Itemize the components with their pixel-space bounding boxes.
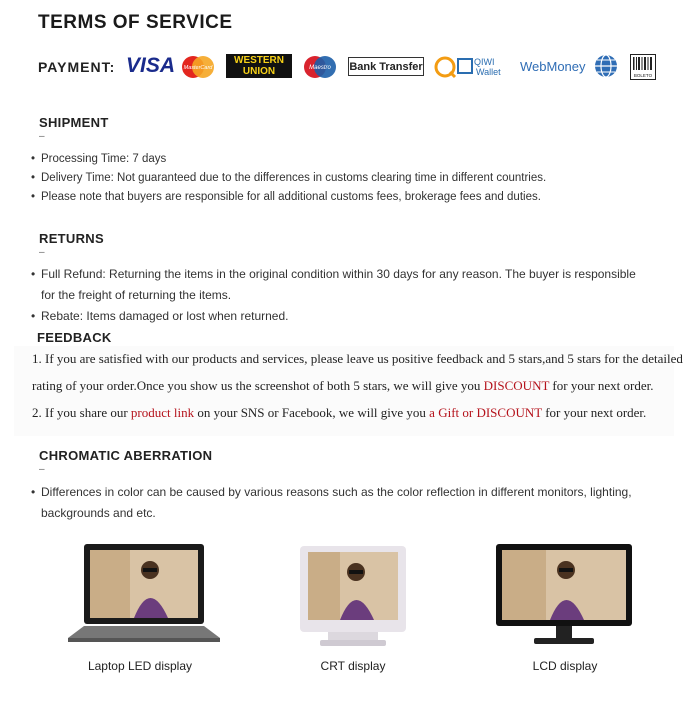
list-item: • Please note that buyers are responsible for all additional customs fees, brokerage fees and duties. (31, 191, 541, 203)
list-item: • Delivery Time: Not guaranteed due to the differences in customs clearing time in different countries. (31, 172, 547, 184)
mastercard-label: MasterCard (183, 65, 213, 71)
chromatic-dash: – (39, 464, 45, 475)
lcd-image (494, 542, 634, 648)
boleto-label: BOLETO (633, 73, 653, 78)
qiwi-wallet-logo (434, 54, 514, 80)
feedback-line-2: rating of your order.Once you show us the screenshot of both 5 stars, we will give you DISCOUNT for your next order. (32, 378, 654, 393)
list-item: • Processing Time: 7 days (31, 153, 167, 165)
shipment-dash: – (39, 131, 45, 142)
western-union-line2: UNION (242, 66, 276, 77)
chromatic-text (31, 482, 632, 524)
webmoney-globe-icon (594, 54, 618, 78)
wallet-label: Wallet (476, 67, 501, 77)
shipment-heading: SHIPMENT (39, 115, 109, 130)
display-caption-crt: CRT display (320, 659, 386, 673)
returns-list (31, 264, 636, 327)
maestro-logo (302, 55, 338, 79)
crt-image (298, 544, 408, 648)
western-union-logo (226, 54, 292, 78)
webmoney-logo: WebMoney (520, 59, 586, 74)
page-title: TERMS OF SERVICE (38, 12, 233, 33)
list-item: backgrounds and etc. (41, 506, 156, 520)
visa-logo: VISA (126, 54, 176, 77)
payment-label: PAYMENT: (38, 59, 116, 75)
returns-heading: RETURNS (39, 231, 104, 246)
boleto-barcode-icon (630, 54, 656, 80)
feedback-line-3: 2. If you share our product link on your SNS or Facebook, we will give you a Gift or DISCOUNT for your next order. (32, 405, 647, 420)
display-caption-lcd: LCD display (532, 659, 598, 673)
western-union-line1: WESTERN (234, 55, 284, 66)
mastercard-logo (180, 55, 216, 79)
chromatic-heading: CHROMATIC ABERRATION (39, 448, 213, 463)
feedback-heading: FEEDBACK (37, 330, 112, 345)
discount-text: DISCOUNT (483, 378, 550, 393)
list-item: • Differences in color can be caused by various reasons such as the color reflection in different monitors, lighting, (31, 485, 632, 499)
bank-transfer-logo: Bank Transfer (348, 57, 424, 76)
shipment-list (31, 150, 546, 207)
maestro-label: Maestro (309, 65, 331, 71)
qiwi-label: QIWI (474, 57, 495, 67)
gift-discount-text: a Gift or DISCOUNT (429, 405, 542, 420)
list-item: • Rebate: Items damaged or lost when returned. (31, 309, 289, 323)
laptop-led-image (64, 542, 224, 646)
list-item: • Full Refund: Returning the items in the original condition within 30 days for any reason. The buyer is responsible (31, 267, 636, 281)
product-link-text: product link (130, 405, 195, 420)
display-caption-laptop: Laptop LED display (87, 659, 193, 673)
list-item: for the freight of returning the items. (41, 288, 232, 302)
feedback-line-1: 1. If you are satisfied with our products and services, please leave us positive feedback and 5 stars,and 5 stars for the detailed (32, 351, 683, 366)
returns-dash: – (39, 247, 45, 258)
